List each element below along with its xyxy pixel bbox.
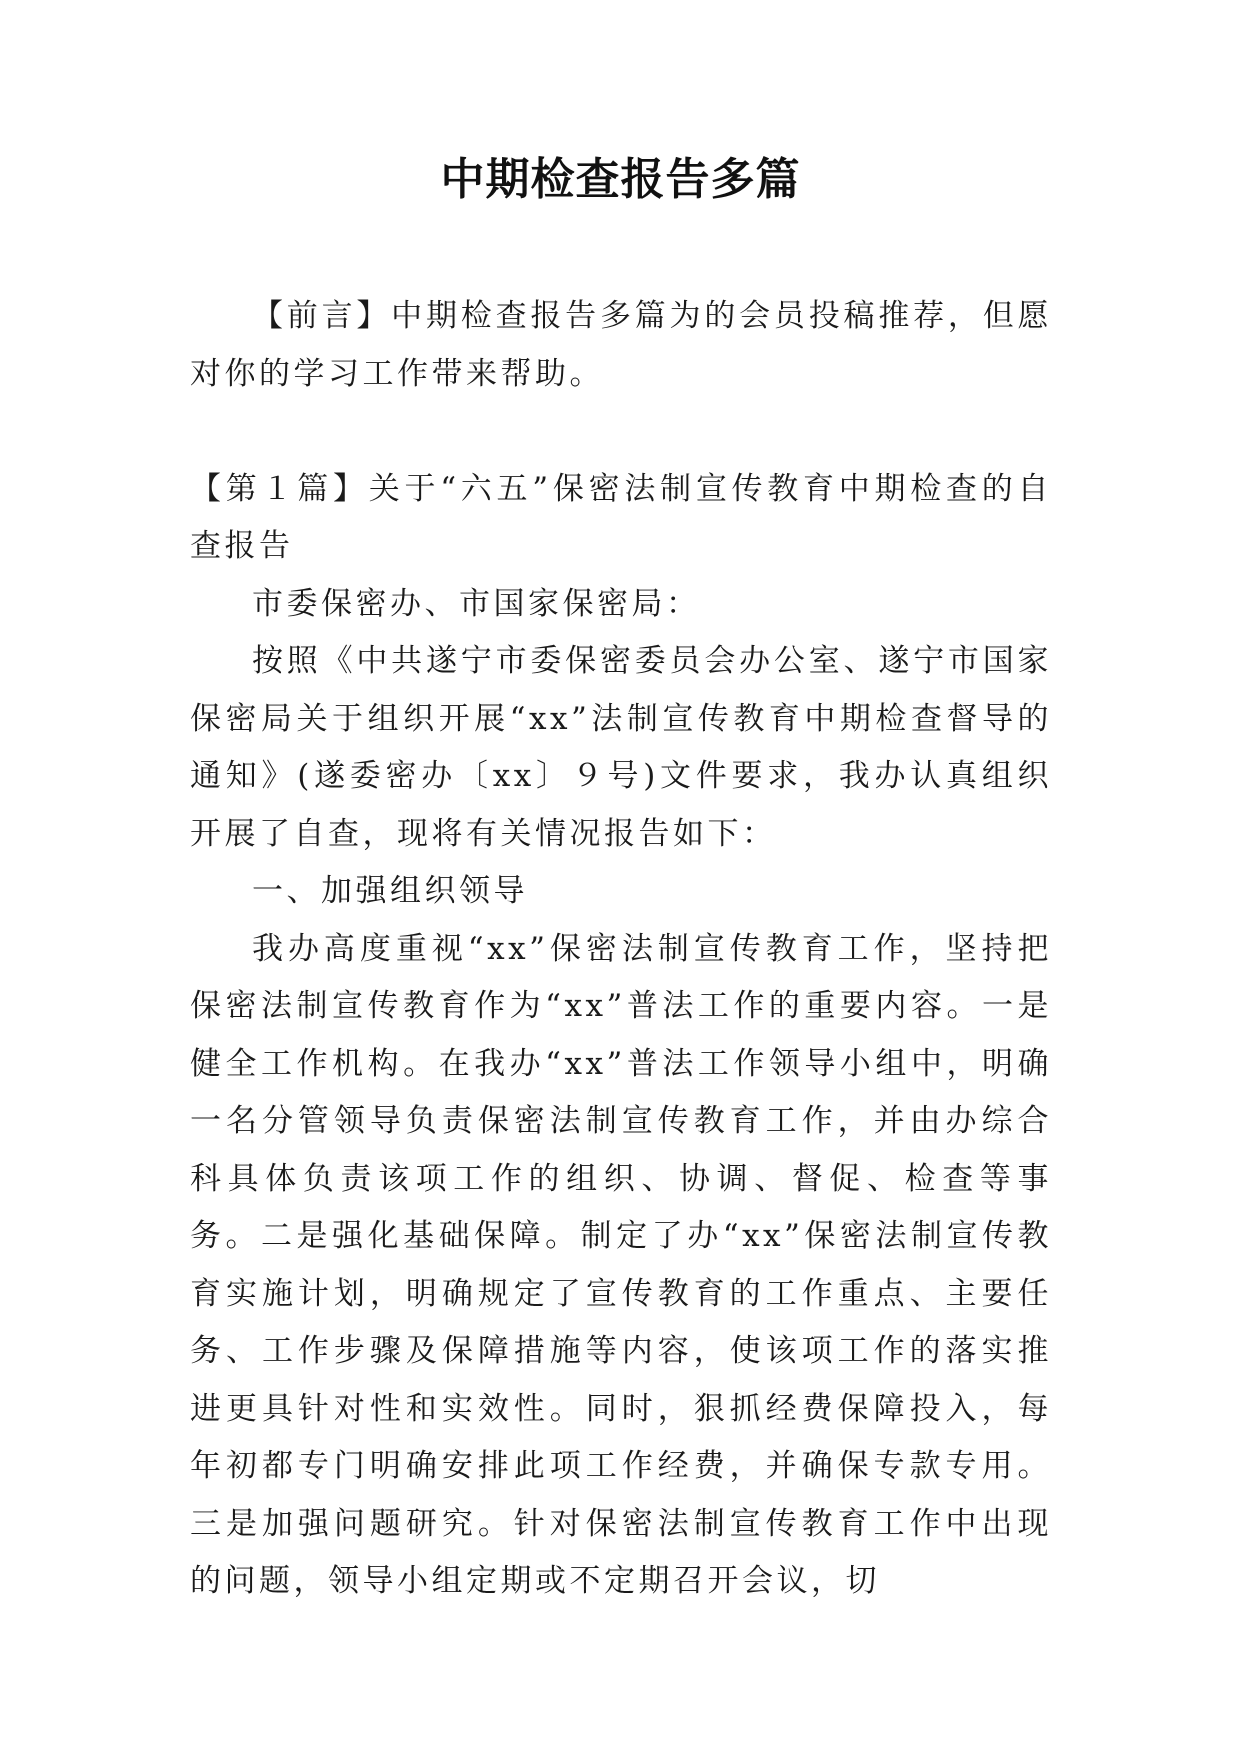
- chapter-heading: 【第１篇】关于“六五”保密法制宣传教育中期检查的自查报告: [190, 470, 1052, 564]
- intro-paragraph: 按照《中共遂宁市委保密委员会办公室、遂宁市国家保密局关于组织开展“xx”法制宣传教育中期检查督导的通知》(遂委密办〔xx〕９号)文件要求，我办认真组织开展了自查，现将有关情况报告如下：: [190, 643, 1052, 852]
- section-paragraph: 我办高度重视“xx”保密法制宣传教育工作，坚持把保密法制宣传教育作为“xx”普法工作的重要内容。一是健全工作机构。在我办“xx”普法工作领导小组中，明确一名分管领导负责保密法制宣传教育工作，并由办综合科具体负责该项工作的组织、协调、督促、检查等事务。二是强化基础保障。制定了办“xx”保密法制宣传教育实施计划，明确规定了宣传教育的工作重点、主要任务、工作步骤及保障措施等内容，使该项工作的落实推进更具针对性和实效性。同时，狠抓经费保障投入，每年初都专门明确安排此项工作经费，并确保专款专用。三是加强问题研究。针对保密法制宣传教育工作中出现的问题，领导小组定期或不定期召开会议，切: [190, 930, 1052, 1599]
- section-heading: 一、加强组织领导: [252, 873, 528, 909]
- preface-paragraph: 【前言】中期检查报告多篇为的会员投稿推荐，但愿对你的学习工作带来帮助。: [190, 298, 1052, 392]
- document-body: [190, 288, 1052, 1611]
- salutation: 市委保密办、市国家保密局：: [252, 585, 701, 622]
- document-title: 中期检查报告多篇: [440, 154, 801, 205]
